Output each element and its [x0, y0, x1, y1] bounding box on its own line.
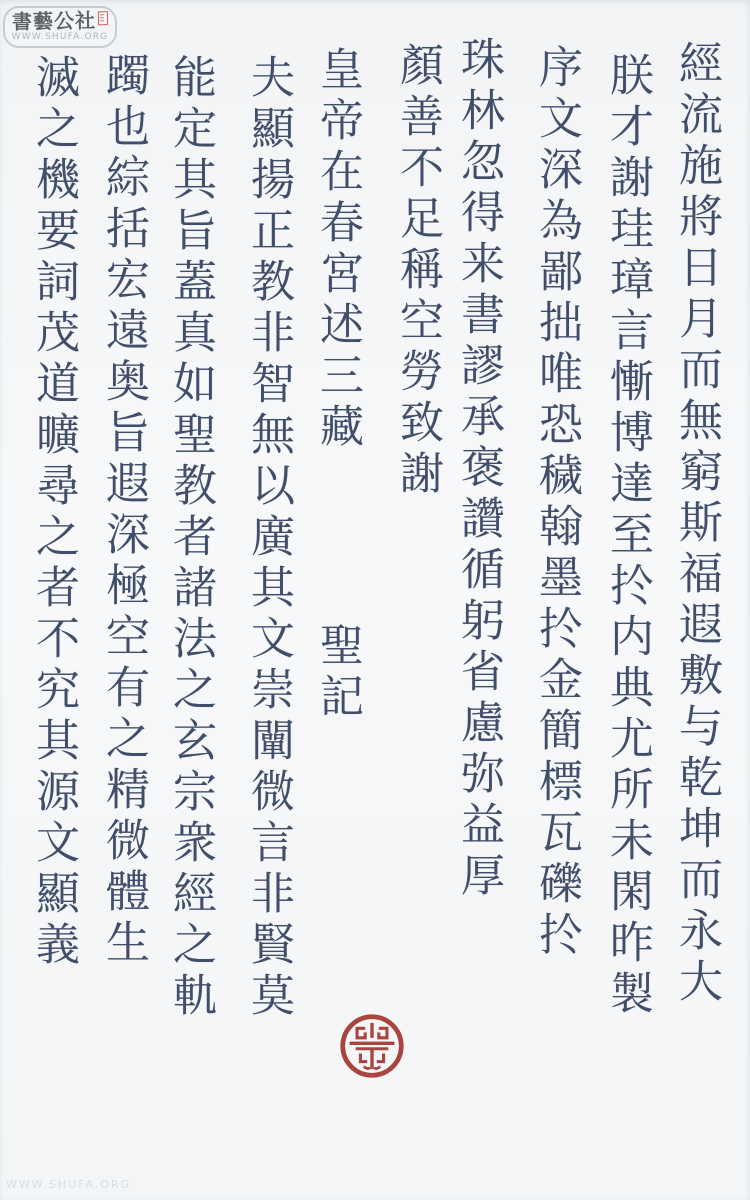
column-text: 序文深為鄙拙唯恐穢翰墨扵金簡標瓦礫扵 — [531, 44, 582, 962]
column-text: 滅之機要詞茂道曠尋之者不究其源文顯義 — [28, 54, 79, 972]
column-text: 朕才謝珪璋言慚博達至扵内典尤所未閑昨製 — [602, 52, 653, 1021]
shufa-watermark-badge — [3, 6, 117, 48]
text-column-1 — [668, 40, 724, 1009]
bottom-watermark-url: WWW.SHUFA.ORG — [6, 1178, 132, 1191]
shufa-logo-text: 書藝公社 — [11, 8, 97, 34]
column-text: 皇帝在春宮述三藏 — [312, 46, 363, 454]
text-column-7 — [240, 54, 296, 1023]
column-text: 夫顯揚正教非智無以廣其文崇闡微言非賢莫 — [243, 54, 294, 1023]
text-column-9 — [95, 52, 151, 970]
mini-red-seal-icon — [98, 11, 108, 25]
text-column-4 — [450, 36, 506, 903]
column-text: 顏善不足稱空勞致謝 — [392, 42, 443, 501]
text-column-2 — [599, 52, 655, 1021]
text-column-6 — [309, 46, 365, 724]
column-text: 經流施將日月而無窮斯福遐敷与乾坤而永大 — [671, 40, 722, 1009]
column-text: 能定其旨蓋真如聖教者諸法之玄宗衆經之軌 — [165, 54, 216, 1023]
text-column-5 — [389, 42, 445, 501]
red-seal-stamp-icon — [338, 1012, 406, 1080]
text-column-10 — [25, 54, 81, 972]
shufa-url: WWW.SHUFA.ORG — [11, 32, 109, 42]
column-text: 珠林忽得来書謬承褒讚循躬省慮弥益厚 — [453, 36, 504, 903]
text-column-3 — [528, 44, 584, 962]
shufa-logo — [12, 10, 108, 32]
respect-gap — [337, 454, 338, 622]
column-text: 躅也綜括宏遠奥旨遐深極空有之精微體生 — [98, 52, 149, 970]
text-column-8 — [162, 54, 218, 1023]
column-text-subtitle: 聖記 — [312, 622, 363, 724]
